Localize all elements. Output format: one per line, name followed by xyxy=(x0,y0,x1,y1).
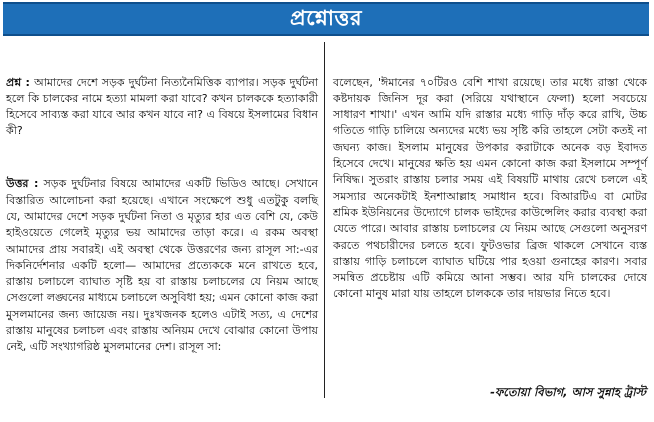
question-label: প্রশ্ন : xyxy=(6,75,30,89)
answer-paragraph xyxy=(6,176,322,355)
answer-text: সড়ক দুর্ঘটনার বিষয়ে আমাদের একটি ভিডিও আছে। সেখানে বিস্তারিত আলোচনা করা হয়েছে। এখানে সংক্ষেপে শুধু এতটুকু বলছি যে, আমাদের দেশে সড়ক দুর্ঘটনা নিতা ও মৃত্যুর হার এত বেশি যে, কেউ হাইওয়েতে গেলেই মৃত্যুর ভয় আমাদের তাড়া করে। এ রকম অবস্থা আমাদের প্রায় সবারই। এই অবস্থা থেকে উত্তরণের জন্য রাসূল সা:-এর দিকনির্দেশনার একটি হলো— আমাদের প্রত্যেককে মনে রাখতে হবে, রাস্তায় চলাচলে ব্যাঘাত সৃষ্টি হয় বা রাস্তায় চলাচলের যে নিয়ম আছে সেগুলো লঙ্ঘনের মাধ্যমে চলাচলে অসুবিধা হয়; এমন কোনো কাজ করা মুসলমানের জন্য জায়েজ নয়। দুঃখজনক হলেও এটাই সত্য, এ দেশের রাস্তায় মানুষের চলাচল এবং রাস্তায় অনিয়ম দেখে বোঝার কোনো উপায় নেই, এটি সংখ্যাগরিষ্ঠ মুসলমানের দেশ। রাসূল সা: xyxy=(6,177,322,354)
header-banner xyxy=(3,2,649,36)
column-divider xyxy=(324,42,325,398)
question-paragraph xyxy=(6,75,322,140)
left-column xyxy=(6,42,322,388)
right-column xyxy=(333,42,651,335)
question-text: আমাদের দেশে সড়ক দুর্ঘটনা নিত্যনৈমিত্তিক ব্যাপার। সড়ক দুর্ঘটনা হলে কি চালকের নামে হত্যা মামলা করা যাবে? কখন চালককে হত্যাকারী হিসেবে সাব্যস্ত করা যাবে আর কখন যাবে না? এ বিষয়ে ইসলামের বিধান কী? xyxy=(6,75,322,138)
answer-continuation: বলেছেন, 'ঈমানের ৭০টিরও বেশি শাখা রয়েছে। তার মধ্যে রাস্তা থেকে কষ্টদায়ক জিনিস দূর করা (সরিয়ে যথাস্থানে ফেলা) হলো সবচেয়ে সাধারণ শাখা।' এখন আমি যদি রাস্তার মধ্যে গাড়ি দাঁড় করে রাখি, উচ্চ গতিতে গাড়ি চালিয়ে অন্যদের মধ্যে ভয় সৃষ্টি করি তাহলে সেটা কতই না জঘন্য কাজ। ইসলাম মানুষের উপকার করাটাকে অনেক বড় ইবাদত হিসেবে দেখে। মানুষের ক্ষতি হয় এমন কোনো কাজ করা ইসলামে সম্পূর্ণ নিষিদ্ধ। সুতরাং রাস্তায় চলার সময় এই বিষয়টি মাথায় রেখে চললে এই সমস্যার অনেকটাই ইনশাআল্লাহ সমাধান হবে। বিআরটিএ বা মোটর শ্রমিক ইউনিয়নের উদ্যোগে চালক ভাইদের কাউন্সেলিং করার ব্যবস্থা করা যেতে পারে। আবার রাস্তায় চলাচলের যে নিয়ম আছে সেগুলো অনুসরণ করতে পথচারীদের চলতে হবে। ফুটওভার ব্রিজ থাকলে সেখানে ব্যস্ত রাস্তায় গাড়ি চলাচলে ব্যাঘাত ঘটিয়ে পার হওয়া গুনাহের কারণ। সবার সমন্বিত প্রচেষ্টায় এটি কমিয়ে আনা সম্ভব। আর যদি চালকের দোষে কোনো মানুষ মারা যায় তাহলে চালককে তার দায়ভার নিতে হবে। xyxy=(333,75,651,301)
answer-label: উত্তর : xyxy=(6,177,39,191)
signature: -ফতোয়া বিভাগ, আস সুন্নাহ ট্রাস্ট xyxy=(490,385,646,399)
page-title: প্রশ্নোত্তর xyxy=(290,5,362,30)
